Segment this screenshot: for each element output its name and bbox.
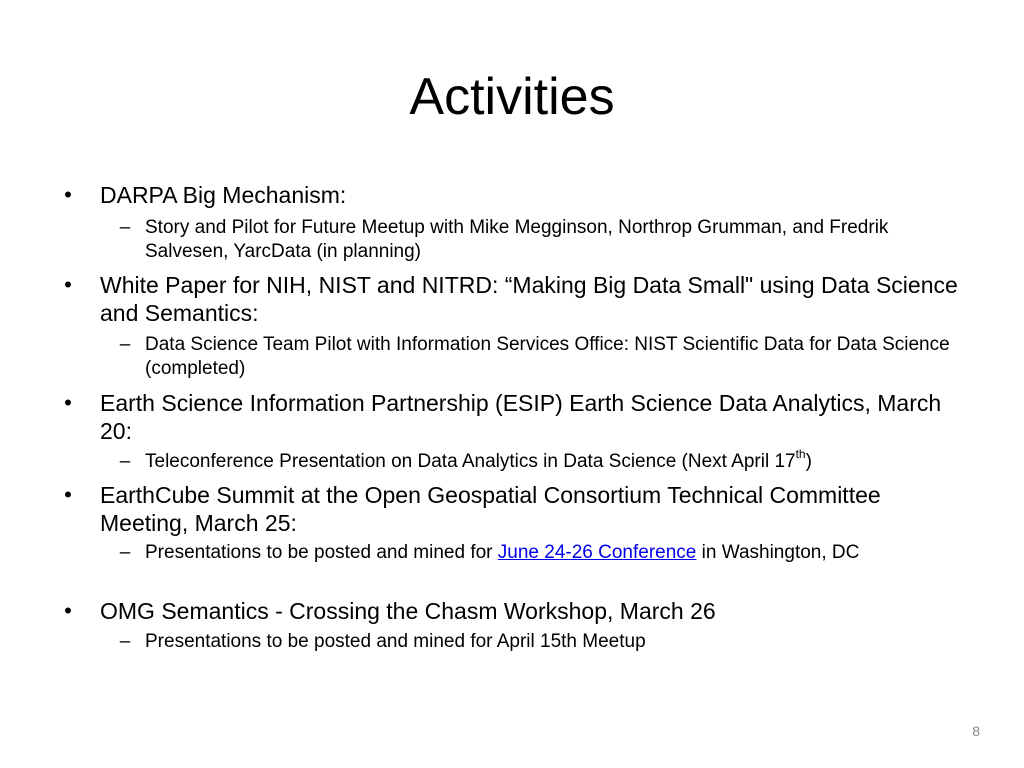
sub-bullet-marker: – [119,334,131,355]
sub-bullet-item [119,541,965,565]
sub-bullet-item [119,630,965,654]
sub-bullet-item [119,446,965,474]
bullet-text: EarthCube Summit at the Open Geospatial Consortium Technical Committee Meeting, March 25: [100,482,881,536]
bullet-text: DARPA Big Mechanism: [100,182,347,208]
sub-bullet-marker: – [119,631,131,652]
bullet-text: White Paper for NIH, NIST and NITRD: “Making Big Data Small" using Data Science and Semantics: [100,272,958,326]
bullet-item [64,389,970,445]
sub-bullet-marker: – [119,451,131,472]
sub-bullet-item [119,333,965,381]
sub-bullet-text-prefix: Presentations to be posted and mined for [145,542,498,563]
sub-bullet-item [119,216,965,264]
bullet-item [64,181,970,209]
sub-bullet-text: Presentations to be posted and mined for April 15th Meetup [145,631,646,652]
sub-bullet-text-suffix: ) [805,451,812,472]
superscript-th: th [795,446,806,461]
sub-bullet-marker: – [119,217,131,238]
bullet-text: OMG Semantics - Crossing the Chasm Workshop, March 26 [100,598,716,624]
bullet-marker: • [64,390,72,415]
sub-bullet-text-prefix: Teleconference Presentation on Data Analytics in Data Science (Next April 17 [145,451,796,472]
bullet-item [64,597,970,625]
bullet-marker: • [64,272,72,297]
sub-bullet-text-suffix: in Washington, DC [696,542,860,563]
page-number: 8 [972,723,980,739]
slide-title: Activities [409,68,615,126]
bullet-marker: • [64,482,72,507]
sub-bullet-text: Data Science Team Pilot with Information Services Office: NIST Scientific Data for Data Science (completed) [145,334,950,379]
bullet-marker: • [64,182,72,207]
bullet-item [64,271,970,327]
bullet-item [64,481,970,537]
june-conference-link[interactable]: June 24-26 Conference [497,542,697,563]
sub-bullet-marker: – [119,542,131,563]
sub-bullet-text: Story and Pilot for Future Meetup with Mike Megginson, Northrop Grumman, and Fredrik Salvesen, YarcData (in planning) [145,217,889,262]
bullet-text: Earth Science Information Partnership (ESIP) Earth Science Data Analytics, March 20: [100,390,942,444]
bullet-marker: • [64,598,72,623]
